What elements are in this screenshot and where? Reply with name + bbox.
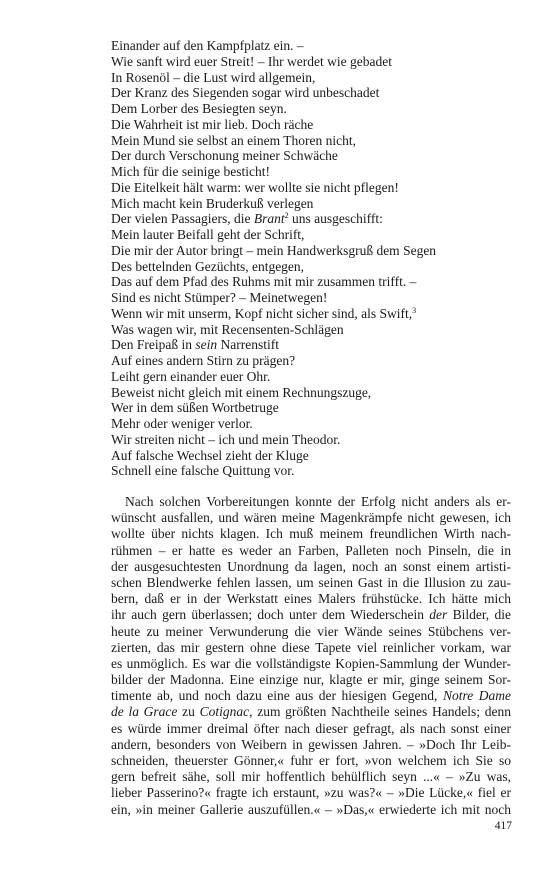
- text-segment: Wer in dem süßen Wortbetruge: [111, 400, 279, 416]
- text-segment: Wie sanft wird euer Streit! – Ihr werdet wie gebadet: [111, 53, 392, 69]
- text-segment: Mich macht kein Bruderkuß verlegen: [111, 195, 314, 211]
- text-segment: Mein Mund sie selbst an einem Thoren nicht,: [111, 132, 356, 148]
- text-segment: Mehr oder weniger verlor.: [111, 416, 253, 431]
- prose-line: [111, 737, 511, 753]
- text-segment: Der Kranz des Siegenden sogar wird unbeschadet: [111, 85, 380, 101]
- text-segment: uns ausgeschifft:: [288, 211, 383, 227]
- text-segment: Leiht gern einander euer Ohr.: [111, 368, 271, 384]
- prose-line: [111, 672, 511, 688]
- verse-line: [111, 227, 511, 243]
- prose-line: [111, 607, 511, 623]
- verse-line: [111, 385, 511, 401]
- verse-line: [111, 369, 511, 385]
- verse-line: [111, 117, 511, 133]
- verse-line: [111, 448, 511, 464]
- prose-line: [111, 624, 511, 640]
- text-segment: Dem Lorber des Besiegten seyn.: [111, 101, 287, 116]
- prose-paragraph: [111, 494, 511, 818]
- text-segment: Nach solchen Vorbereitungen konnte der Erfolg nicht anders als er-: [125, 494, 511, 509]
- text-segment: ein, »in meiner Gallerie auszufüllen.« – »Das,« erwiederte ich mit noch: [111, 801, 511, 817]
- text-segment: ihr auch gern überlassen; doch unter dem Wiederschein: [111, 607, 430, 623]
- text-segment: andern, besonders von Weibern in gewissen Jahren. – »Doch Ihr Leib-: [111, 736, 511, 752]
- verse-line: [111, 353, 511, 369]
- text-segment: In Rosenöl – die Lust wird allgemein,: [111, 69, 316, 85]
- text-segment: Bilder, die: [447, 607, 511, 623]
- prose-line: [111, 510, 511, 526]
- prose-line: [111, 640, 511, 656]
- verse-line: [111, 400, 511, 416]
- prose-line: [111, 656, 511, 672]
- verse-line: [111, 432, 511, 448]
- prose-line: [111, 526, 511, 542]
- verse-line: [111, 290, 511, 306]
- prose-line: [111, 543, 511, 559]
- verse-line: [111, 211, 511, 227]
- prose-line: [111, 559, 511, 575]
- verse-line: [111, 306, 511, 322]
- verse-line: [111, 196, 511, 212]
- emphasis-text: Brant: [253, 211, 285, 227]
- text-segment: Der vielen Passagiers, die: [111, 211, 254, 227]
- emphasis-text: Cotignac: [199, 704, 250, 720]
- prose-line: [111, 753, 511, 769]
- text-segment: Einander auf den Kampfplatz ein. –: [111, 38, 304, 53]
- text-segment: Schnell eine falsche Quittung vor.: [111, 463, 295, 479]
- prose-line: [111, 575, 511, 591]
- prose-line: [111, 785, 511, 801]
- verse-line: [111, 101, 511, 117]
- verse-line: [111, 463, 511, 479]
- prose-line: [111, 769, 511, 785]
- text-segment: Wir streiten nicht – ich und mein Theodor.: [111, 431, 341, 447]
- verse-line: [111, 180, 511, 196]
- verse-line: [111, 274, 511, 290]
- text-segment: Das auf dem Pfad des Ruhms mit mir zusammen trifft. –: [111, 274, 417, 290]
- prose-line: [111, 591, 511, 607]
- verse-line: [111, 416, 511, 432]
- verse-line: [111, 38, 511, 54]
- text-segment: es unmöglich. Es war die vollständigste Kopien-Sammlung der Wunder-: [111, 655, 511, 671]
- text-segment: zierten, das mir gestern ohne diese Tapete viel reinlicher vorkam, war: [111, 639, 511, 655]
- text-segment: bilder der Madonna. Eine einzige nur, klagte er mir, ginge seinem Sor-: [111, 672, 511, 688]
- verse-line: [111, 148, 511, 164]
- text-segment: bern, daß er in der Werkstatt eines Malers frühstücke. Ich hätte mich: [111, 591, 511, 607]
- footnote-marker: 3: [412, 305, 417, 315]
- verse-line: [111, 337, 511, 353]
- text-segment: Den Freipaß in: [111, 337, 196, 353]
- emphasis-text: de la Grace: [111, 704, 178, 720]
- verse-line: [111, 70, 511, 86]
- prose-line: [111, 704, 511, 720]
- text-segment: Die mir der Autor bringt – mein Handwerksgruß dem Segen: [111, 242, 437, 258]
- footnote-marker: 2: [284, 211, 289, 221]
- verse-line: [111, 322, 511, 338]
- text-segment: gern befreit sähe, soll mir hoffentlich behülflich seyn ...« – »Zu was,: [111, 769, 511, 785]
- text-segment: Die Eitelkeit hält warm: wer wollte sie nicht pflegen!: [111, 179, 399, 195]
- verse-line: [111, 164, 511, 180]
- text-segment: Was wagen wir, mit Recensenten-Schlägen: [111, 321, 344, 337]
- verse-line: [111, 133, 511, 149]
- page-number: 417: [494, 820, 512, 832]
- text-segment: schen Blendwerke fehlen lassen, um seinen Gast in die Illusion zu zau-: [111, 574, 511, 590]
- verse-line: [111, 54, 511, 70]
- prose-line: [111, 802, 511, 818]
- text-segment: Auf eines andern Stirn zu prägen?: [111, 353, 296, 368]
- text-segment: , zum größten Nachtheile seines Handels; denn: [249, 704, 511, 720]
- text-segment: Wenn wir mit unserm, Kopf nicht sicher sind, als Swift,: [111, 305, 413, 321]
- text-segment: Narrenstift: [217, 337, 279, 353]
- prose-line: [111, 721, 511, 737]
- verse-line: [111, 259, 511, 275]
- text-segment: Der durch Verschonung meiner Schwäche: [111, 148, 338, 164]
- verse-line: [111, 243, 511, 259]
- text-segment: lieber Passerino?« fragte ich erstaunt, »zu was?« – »Die Lücke,« fiel er: [111, 785, 511, 801]
- text-segment: Beweist nicht gleich mit einem Rechnungszuge,: [111, 384, 372, 400]
- text-segment: Die Wahrheit ist mir lieb. Doch räche: [111, 116, 314, 132]
- text-segment: Sind es nicht Stümper? – Meinetwegen!: [111, 290, 328, 305]
- text-segment: Auf falsche Wechsel zieht der Kluge: [111, 447, 309, 463]
- text-segment: Mein lauter Beifall geht der Schrift,: [111, 227, 305, 242]
- emphasis-text: der: [429, 607, 448, 623]
- text-segment: rühmen – er hatte es weder an Farben, Palleten noch Pinseln, die in: [111, 542, 511, 558]
- text-segment: es würde immer dreimal öfter nach dieser gefragt, als nach sonst einer: [111, 720, 511, 736]
- text-segment: heute zu meiner Verwunderung die vier Wände seines Stübchens ver-: [111, 623, 511, 639]
- text-segment: timente ab, und noch dazu eine aus der hiesigen Gegend,: [111, 688, 443, 704]
- emphasis-text: sein: [195, 337, 218, 353]
- text-segment: wünscht ausfallen, und wären meine Magenkrämpfe nicht gewesen, ich: [111, 510, 511, 526]
- text-segment: zu: [177, 704, 200, 720]
- verse-block: [111, 38, 511, 479]
- prose-line: [111, 494, 511, 510]
- emphasis-text: Notre Dame: [442, 688, 511, 704]
- text-segment: schneiden, theuerster Gönner,« fuhr er fort, »von welchem ich Sie so: [111, 753, 511, 768]
- text-segment: der ausgesuchtesten Unordnung da lagen, noch an sonst einem artisti-: [111, 558, 511, 574]
- prose-line: [111, 688, 511, 704]
- text-segment: Des bettelnden Gezüchts, entgegen,: [111, 258, 305, 274]
- text-segment: Mich für die seinige besticht!: [111, 164, 270, 179]
- verse-line: [111, 85, 511, 101]
- text-segment: wollte über nichts klagen. Ich muß meinem freundlichen Wirth nach-: [111, 526, 511, 542]
